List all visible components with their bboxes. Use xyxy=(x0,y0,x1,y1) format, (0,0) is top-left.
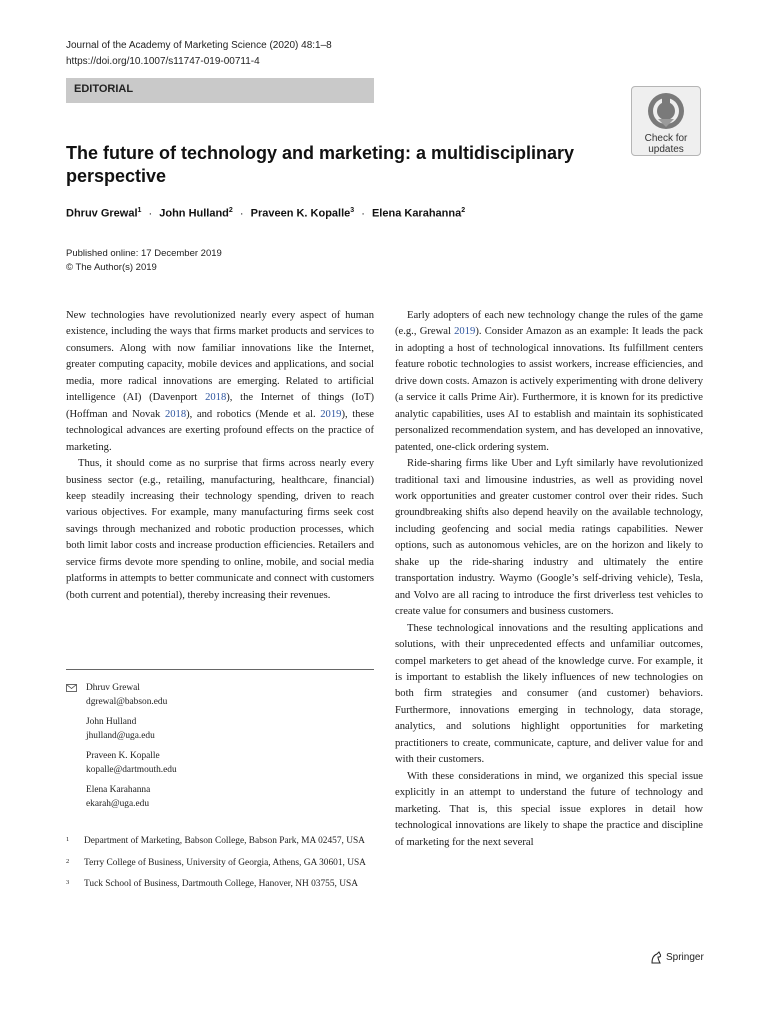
contact-name: Dhruv Grewal xyxy=(86,683,140,693)
author-affiliation-ref: 2 xyxy=(228,207,233,214)
copyright-notice: © The Author(s) 2019 xyxy=(66,262,157,273)
envelope-icon xyxy=(66,684,77,698)
author-name[interactable]: John Hulland xyxy=(159,207,229,220)
contact-entry xyxy=(66,716,374,743)
body-column-right xyxy=(395,308,703,851)
contact-email[interactable]: ekarah@uga.edu xyxy=(86,798,150,809)
published-date: Published online: 17 December 2019 xyxy=(66,248,222,259)
affiliation-entry xyxy=(66,878,374,892)
body-paragraph: These technological innovations and the resulting applications and solutions, with their unprecedented effects and unfamiliar outcomes, compel marketers to get ahead of the knowledge curve. For example, it is important to establish the likely influences of new technologies on both firm strategies and consumer (and customer) behaviors. Furthermore, innovations emerging in technology, data storage, analytics, and solutions highlight opportunities for marketing practitioners to create, communicate, capture, and deliver value for and with their customers. xyxy=(395,622,703,766)
affiliation-number: 3 xyxy=(66,879,70,886)
citation-link[interactable]: 2019 xyxy=(320,408,342,420)
author-separator: · xyxy=(239,207,244,220)
author-name[interactable]: Elena Karahanna xyxy=(371,207,462,220)
doi-link[interactable]: https://doi.org/10.1007/s11747-019-00711-4 xyxy=(66,56,260,67)
author-list xyxy=(66,207,465,220)
citation-link[interactable]: 2018 xyxy=(164,408,187,420)
author-affiliation-ref: 1 xyxy=(137,207,142,214)
journal-citation: Journal of the Academy of Marketing Science (2020) 48:1–8 xyxy=(66,40,332,51)
springer-horse-icon xyxy=(650,951,663,964)
author-affiliation-ref: 3 xyxy=(350,207,355,214)
affiliation-text: Department of Marketing, Babson College, Babson Park, MA 02457, USA xyxy=(84,836,365,846)
contact-email[interactable]: dgrewal@babson.edu xyxy=(86,696,168,707)
author-name[interactable]: Dhruv Grewal xyxy=(66,207,138,220)
check-for-updates-badge[interactable] xyxy=(631,86,701,156)
body-paragraph: Ride-sharing firms like Uber and Lyft similarly have revolutionized traditional taxi and limousine industries, as well as providing novel work opportunities and greater customer control over their rides. Such groundbreaking shifts also depend heavily on the available technology, including geofencing and social media ratings capabilities. Newer options, such as autonomous vehicles, are on the horizon and likely to shake up the ride-sharing industry and ultimately the entire transportation industry. Waymo (Google’s self-driving vehicle), Tesla, and Volvo are all racing to introduce the first driverless test vehicles to create value for consumers and business customers. xyxy=(395,458,703,618)
contact-email[interactable]: kopalle@dartmouth.edu xyxy=(86,764,177,775)
author-separator: · xyxy=(148,207,153,220)
footnote-divider xyxy=(66,669,374,670)
publisher-name: Springer xyxy=(666,952,704,963)
badge-label-line1: Check for xyxy=(644,133,688,144)
contact-entry xyxy=(66,750,374,777)
affiliation-entry xyxy=(66,835,374,849)
affiliation-number: 1 xyxy=(66,836,70,843)
section-label-bar xyxy=(66,78,374,103)
badge-label-line2: updates xyxy=(648,144,684,155)
contact-name: John Hulland xyxy=(86,717,137,727)
affiliation-text: Terry College of Business, University of Georgia, Athens, GA 30601, USA xyxy=(84,857,366,868)
body-column-left xyxy=(66,308,374,604)
affiliation-text: Tuck School of Business, Dartmouth College, Hanover, NH 03755, USA xyxy=(84,879,359,889)
contact-email[interactable]: jhulland@uga.edu xyxy=(86,730,155,741)
affiliation-list xyxy=(66,835,374,900)
springer-logo xyxy=(650,951,704,964)
section-label: EDITORIAL xyxy=(74,83,134,95)
affiliation-entry xyxy=(66,857,374,871)
body-paragraph: With these considerations in mind, we organized this special issue explicitly in an attempt to understand the future of technology and marketing. That is, this special issue explores in detail how technological innovations are likely to shape the practice and discipline of marketing for the next several xyxy=(395,770,703,848)
affiliation-number: 2 xyxy=(66,857,70,865)
body-paragraph: Early adopters of each new technology change the rules of the game (e.g., Grewal 2019). Consider Amazon as an example: It leads the pack in adopting a host of technological innovations. Its fulfillment centers feature robotic technologies to assist workers, increase efficiencies, and drive down costs. Amazon is actively experimenting with drone delivery (a service it calls Prime Air). Furthermore, it is known for its predictive analytic capabilities, uses AI to establish and maintain its sophisticated personalized recommendation system, and has developed an innovative, patented, one-click ordering system. xyxy=(395,310,703,453)
citation-link[interactable]: 2018 xyxy=(205,392,227,404)
body-paragraph: Thus, it should come as no surprise that firms across nearly every business sector (e.g., retailing, manufacturing, healthcare, financial) keep steadily increasing their technology spending, driven to reach various objectives. For example, many manufacturing firms seek cost savings through mechanized and robotic production processes, which both limit labor costs and increase production efficiencies. Retailers and service firms devote more spending to online, mobile, and social media platforms in attempts to better communicate and connect with customers (both current and potential), thereby increasing their revenues. xyxy=(66,458,375,601)
corresponding-authors xyxy=(66,682,374,818)
author-separator: · xyxy=(361,207,365,220)
article-title: The future of technology and marketing: a multidisciplinary perspective xyxy=(66,143,575,186)
contact-name: Elena Karahanna xyxy=(86,785,151,795)
contact-name: Praveen K. Kopalle xyxy=(86,751,160,761)
citation-link[interactable]: 2019 xyxy=(454,326,476,338)
author-name[interactable]: Praveen K. Kopalle xyxy=(250,207,351,220)
author-affiliation-ref: 2 xyxy=(461,207,466,214)
check-for-updates-icon xyxy=(646,91,686,131)
body-paragraph: New technologies have revolutionized nearly every aspect of human existence, including the ways that firms market products and services to consumers. Along with now familiar innovations like the Internet, greater computing capacity, mobile devices and applications, and social media, more radical innovations are emerging. Related to artificial intelligence (AI) (Davenport 2018), the Internet of things (IoT) (Hoffman and Novak 2018), and robotics (Mende et al. 2019), these technological advances are exerting profound effects on the practice of marketing. xyxy=(66,310,374,453)
contact-entry xyxy=(66,682,374,709)
contact-entry xyxy=(66,784,374,811)
